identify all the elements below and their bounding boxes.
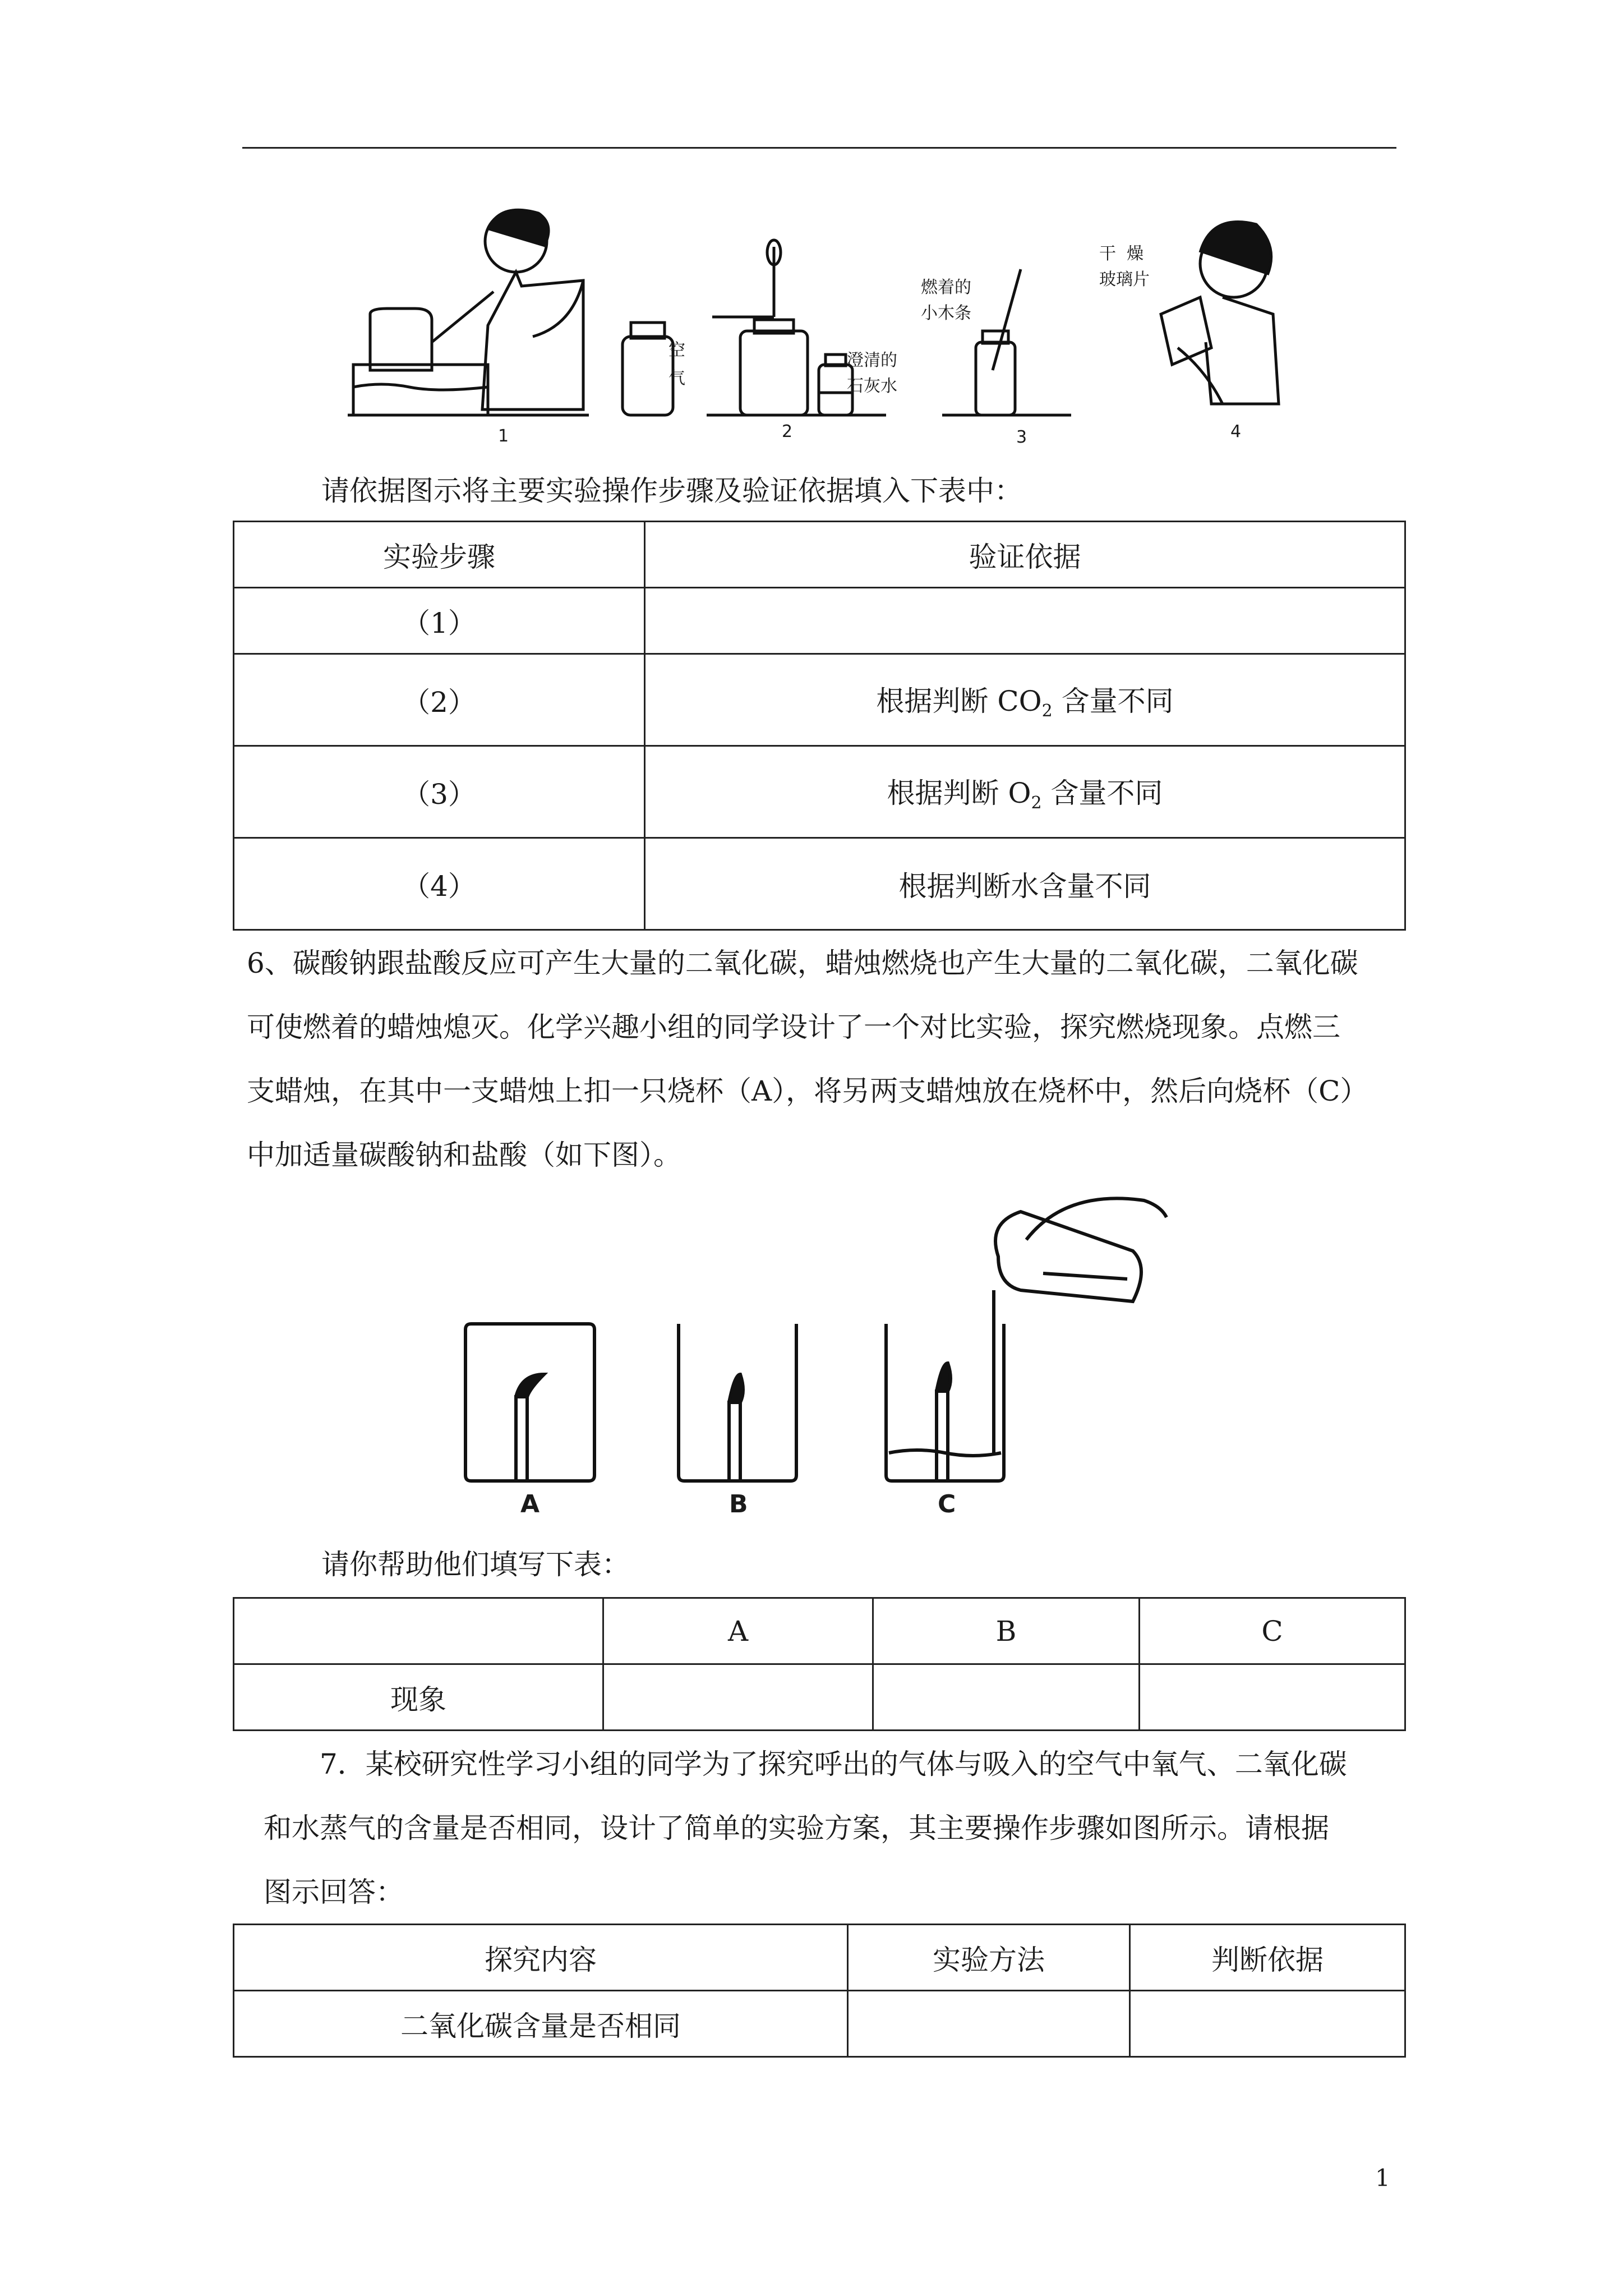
- section6-line: 中加适量碳酸钠和盐酸（如下图）。: [247, 1139, 681, 1171]
- figure-number-3: 3: [1016, 427, 1027, 447]
- phenomenon-label: 现象: [234, 1664, 603, 1731]
- header-content: 探究内容: [234, 1925, 848, 1991]
- judgement-co2[interactable]: [1130, 1991, 1405, 2057]
- section7-line: 7．某校研究性学习小组的同学为了探究呼出的气体与吸入的空气中氧气、二氧化碳: [320, 1748, 1347, 1780]
- beaker-label-c: C: [938, 1490, 956, 1519]
- basis-3-subscript: 2: [1031, 793, 1042, 813]
- label-limewater: 澄清的 石灰水: [847, 351, 897, 396]
- basis-2-text: 根据判断 CO: [876, 685, 1042, 717]
- label-air: 空 气: [668, 341, 685, 388]
- section7-paragraph: [264, 1732, 1347, 1924]
- table-investigation: [233, 1924, 1406, 2058]
- step-2: （2）: [234, 654, 645, 746]
- section6-line: 6、碳酸钠跟盐酸反应可产生大量的二氧化碳，蜡烛燃烧也产生大量的二氧化碳，二氧化碳: [247, 947, 1358, 979]
- section7-line: 和水蒸气的含量是否相同，设计了简单的实验方案，其主要操作步骤如图所示。请根据: [264, 1812, 1329, 1844]
- figure-number-1: 1: [498, 426, 509, 446]
- content-co2: 二氧化碳含量是否相同: [234, 1991, 848, 2057]
- method-co2[interactable]: [848, 1991, 1130, 2057]
- table-phenomena: [233, 1597, 1406, 1731]
- header-rule: [242, 147, 1396, 149]
- basis-2-suffix: 含量不同: [1052, 685, 1174, 717]
- header-judgement: 判断依据: [1130, 1925, 1405, 1991]
- section6-instruction: 请你帮助他们填写下表：: [321, 1548, 630, 1581]
- basis-3[interactable]: [645, 746, 1405, 838]
- label-burning-stick: 燃着的 小木条: [921, 278, 971, 323]
- beaker-label-b: B: [729, 1490, 748, 1519]
- header-blank: [234, 1598, 603, 1664]
- step-3: （3）: [234, 746, 645, 838]
- header-method: 实验方法: [848, 1925, 1130, 1991]
- phenomenon-a[interactable]: [603, 1664, 873, 1731]
- table-steps-basis: [233, 521, 1406, 931]
- phenomenon-c[interactable]: [1140, 1664, 1405, 1731]
- header-basis: 验证依据: [645, 522, 1405, 588]
- header-steps: 实验步骤: [234, 522, 645, 588]
- figure-number-4: 4: [1230, 422, 1242, 441]
- section6-line: 可使燃着的蜡烛熄灭。化学兴趣小组的同学设计了一个对比实验，探究燃烧现象。点燃三: [247, 1011, 1340, 1043]
- header-b: B: [873, 1598, 1140, 1664]
- section6-line: 支蜡烛，在其中一支蜡烛上扣一只烧杯（A），将另两支蜡烛放在烧杯中，然后向烧杯（C）: [247, 1075, 1368, 1107]
- candle-beakers-figure: [460, 1189, 1200, 1526]
- basis-2-subscript: 2: [1041, 701, 1053, 721]
- basis-3-text: 根据判断 O: [887, 777, 1031, 809]
- phenomenon-b[interactable]: [873, 1664, 1140, 1731]
- candle-beakers-illustration: [460, 1189, 1200, 1526]
- header-c: C: [1140, 1598, 1405, 1664]
- basis-3-suffix: 含量不同: [1041, 777, 1163, 809]
- section7-line: 图示回答：: [264, 1876, 404, 1908]
- section5-instruction: 请依据图示将主要实验操作步骤及验证依据填入下表中：: [321, 475, 1022, 507]
- label-dry-glass: 干 燥 玻璃片: [1099, 244, 1150, 289]
- figure-number-2: 2: [782, 422, 793, 441]
- page-number: 1: [1375, 2164, 1390, 2192]
- step-1: （1）: [234, 588, 645, 654]
- section6-paragraph: [247, 931, 1368, 1187]
- step-4: （4）: [234, 838, 645, 930]
- basis-2[interactable]: [645, 654, 1405, 746]
- experiment-figure-1: [348, 202, 1301, 449]
- header-a: A: [603, 1598, 873, 1664]
- basis-1[interactable]: [645, 588, 1405, 654]
- basis-4[interactable]: 根据判断水含量不同: [645, 838, 1405, 930]
- breathing-experiment-illustration: [348, 202, 1301, 449]
- beaker-label-a: A: [520, 1490, 540, 1519]
